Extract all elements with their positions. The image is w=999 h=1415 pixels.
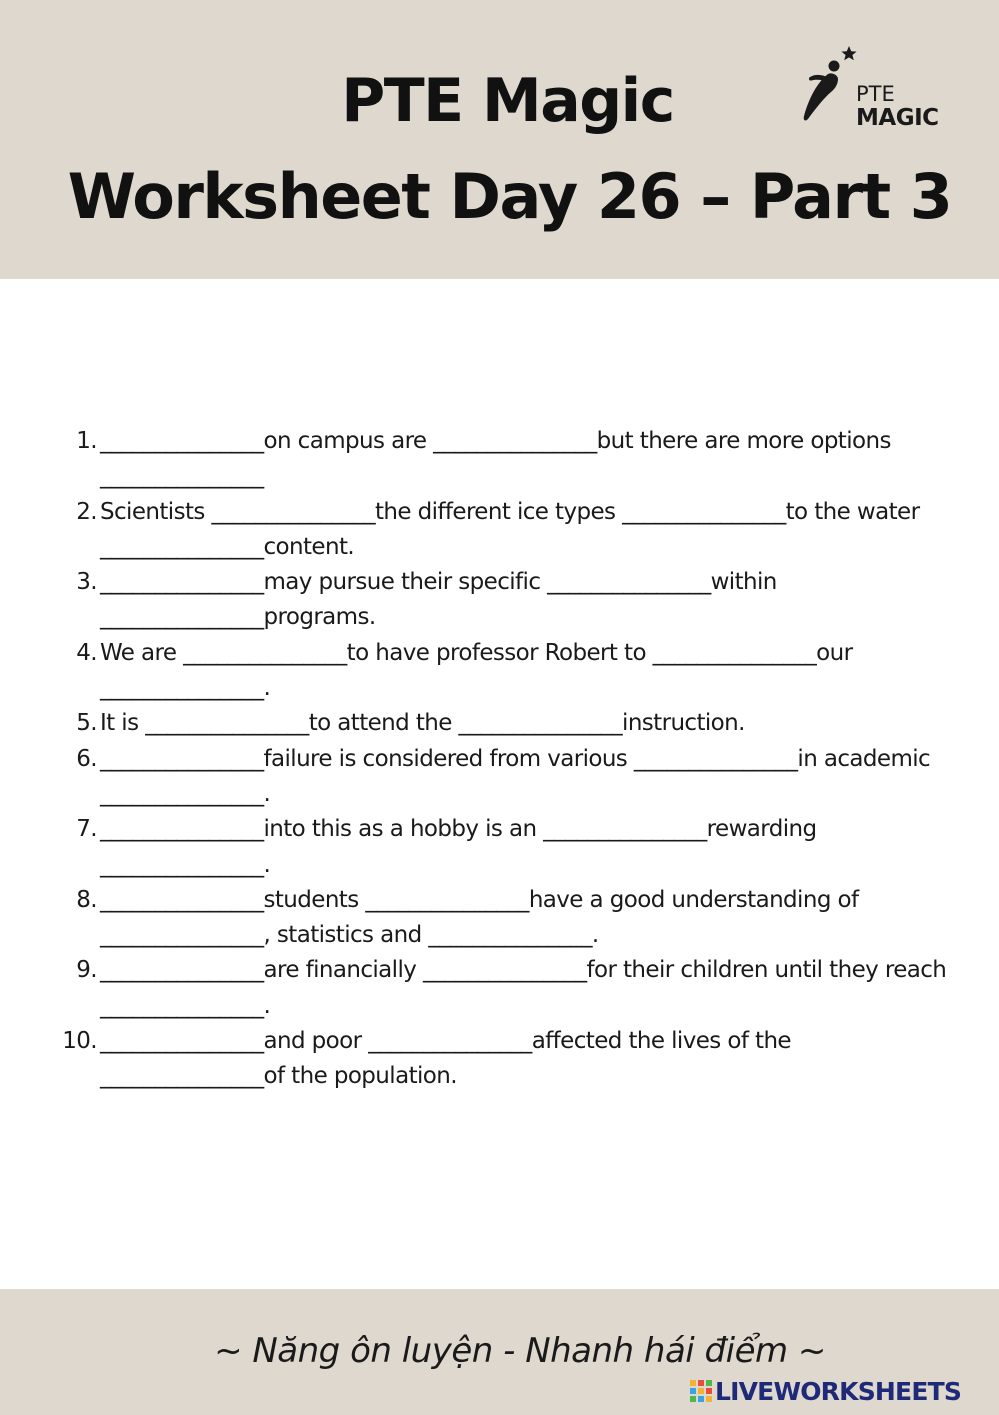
leaping-figure-icon [798, 44, 858, 134]
question-text: _______________are financially _______________for their children until they reach _______________. [100, 957, 947, 1019]
question-number: 7. [76, 816, 97, 843]
logo-line-magic: MAGIC [856, 105, 939, 131]
question-text: _______________on campus are _______________but there are more options _______________ [100, 428, 891, 490]
question-text: _______________may pursue their specific _______________within _______________programs. [100, 569, 777, 631]
question-number: 8. [76, 886, 97, 913]
liveworksheets-logo-icon [690, 1380, 712, 1402]
page-title: PTE Magic [341, 66, 674, 136]
logo-line-pte: PTE [856, 82, 895, 106]
question-text: It is _______________to attend the _______________instruction. [100, 710, 745, 737]
question-text: _______________students _______________have a good understanding of _______________, statistics and _______________. [100, 886, 859, 949]
question-list [62, 424, 962, 1095]
question-item [62, 424, 962, 495]
question-number: 3. [76, 569, 97, 596]
liveworksheets-wordmark: LIVEWORKSHEETS [715, 1376, 962, 1406]
question-number: 5. [76, 710, 97, 737]
question-item [62, 953, 962, 1024]
liveworksheets-watermark[interactable] [690, 1374, 961, 1408]
question-item [62, 495, 962, 566]
question-number: 9. [76, 957, 97, 984]
question-item [62, 812, 962, 883]
header-band [0, 0, 999, 279]
question-number: 6. [76, 745, 97, 772]
question-text: Scientists _______________the different ice types _______________to the water _______________content. [100, 498, 920, 560]
footer-slogan: ~ Năng ôn luyện - Nhanh hái điểm ~ [214, 1331, 826, 1371]
logo-wordmark [856, 84, 939, 130]
question-item [62, 742, 962, 813]
question-text: _______________into this as a hobby is an _______________rewarding _______________. [100, 816, 817, 878]
question-item [62, 636, 962, 707]
question-text: _______________failure is considered from various _______________in academic _______________. [100, 745, 931, 807]
question-number: 10. [62, 1028, 97, 1055]
pte-magic-logo [798, 44, 950, 136]
page-subtitle: Worksheet Day 26 – Part 3 [67, 160, 952, 233]
question-number: 1. [76, 428, 97, 454]
footer-band [0, 1289, 999, 1415]
question-item [62, 883, 962, 954]
question-number: 2. [76, 498, 97, 525]
question-item [62, 1024, 962, 1095]
question-item [62, 706, 962, 741]
question-item [62, 565, 962, 636]
question-number: 4. [76, 639, 97, 666]
question-text: _______________and poor _______________affected the lives of the _______________of the population. [100, 1028, 791, 1090]
question-text: We are _______________to have professor Robert to _______________our _______________. [100, 639, 853, 702]
